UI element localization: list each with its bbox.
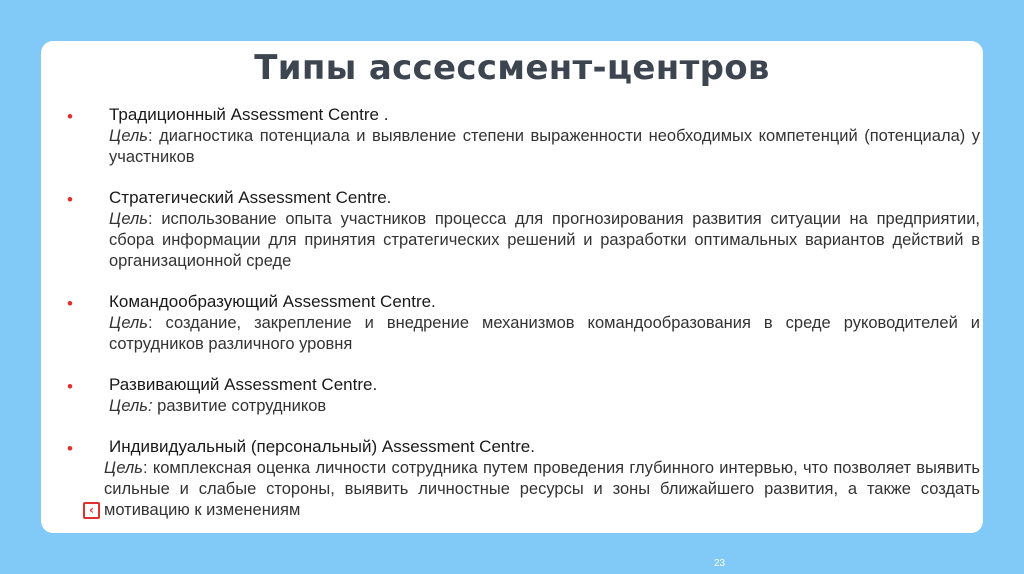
item-goal <box>109 396 980 417</box>
bullet-icon: • <box>67 107 73 126</box>
item-heading: Индивидуальный (персональный) Assessment Centre. <box>109 437 535 456</box>
item-goal <box>104 458 980 521</box>
item-goal <box>109 126 980 168</box>
bullet-icon: • <box>67 439 73 458</box>
goal-label: Цель <box>109 210 148 228</box>
bullet-icon: • <box>67 294 73 313</box>
goal-text: : создание, закрепление и внедрение механизмов командообразования в среде руководителей и сотрудников различного уровня <box>109 314 980 353</box>
goal-label: Цель: <box>109 397 153 415</box>
goal-label: Цель <box>109 127 148 145</box>
goal-label: Цель <box>109 314 148 332</box>
item-heading: Развивающий Assessment Centre. <box>109 375 378 394</box>
slide-title: Типы ассессмент-центров <box>254 48 770 88</box>
goal-text: развитие сотрудников <box>152 397 327 415</box>
item-heading: Стратегический Assessment Centre. <box>109 188 392 207</box>
item-heading: Традиционный Assessment Centre . <box>109 105 389 124</box>
item-goal <box>109 209 980 272</box>
goal-text: : диагностика потенциала и выявление степени выраженности необходимых компетенций (потенциала) у участников <box>109 127 980 166</box>
goal-text: : использование опыта участников процесса для прогнозирования развития ситуации на предприятии, сбора информации для принятия стратегических решений и разработки оптимальных вариантов действий в организационной среде <box>109 210 980 270</box>
bullet-icon: • <box>67 377 73 396</box>
page-number: 23 <box>714 558 726 569</box>
item-goal <box>109 313 980 355</box>
back-icon[interactable]: ‹ <box>83 502 100 519</box>
goal-label: Цель <box>104 459 143 477</box>
bullet-icon: • <box>67 190 73 209</box>
item-heading: Командообразующий Assessment Centre. <box>109 292 436 311</box>
goal-text: : комплексная оценка личности сотрудника путем проведения глубинного интервью, что позволяет выявить сильные и слабые стороны, выявить личностные ресурсы и зоны ближайшего развития, а также создать мотивацию к изменениям <box>104 459 980 519</box>
